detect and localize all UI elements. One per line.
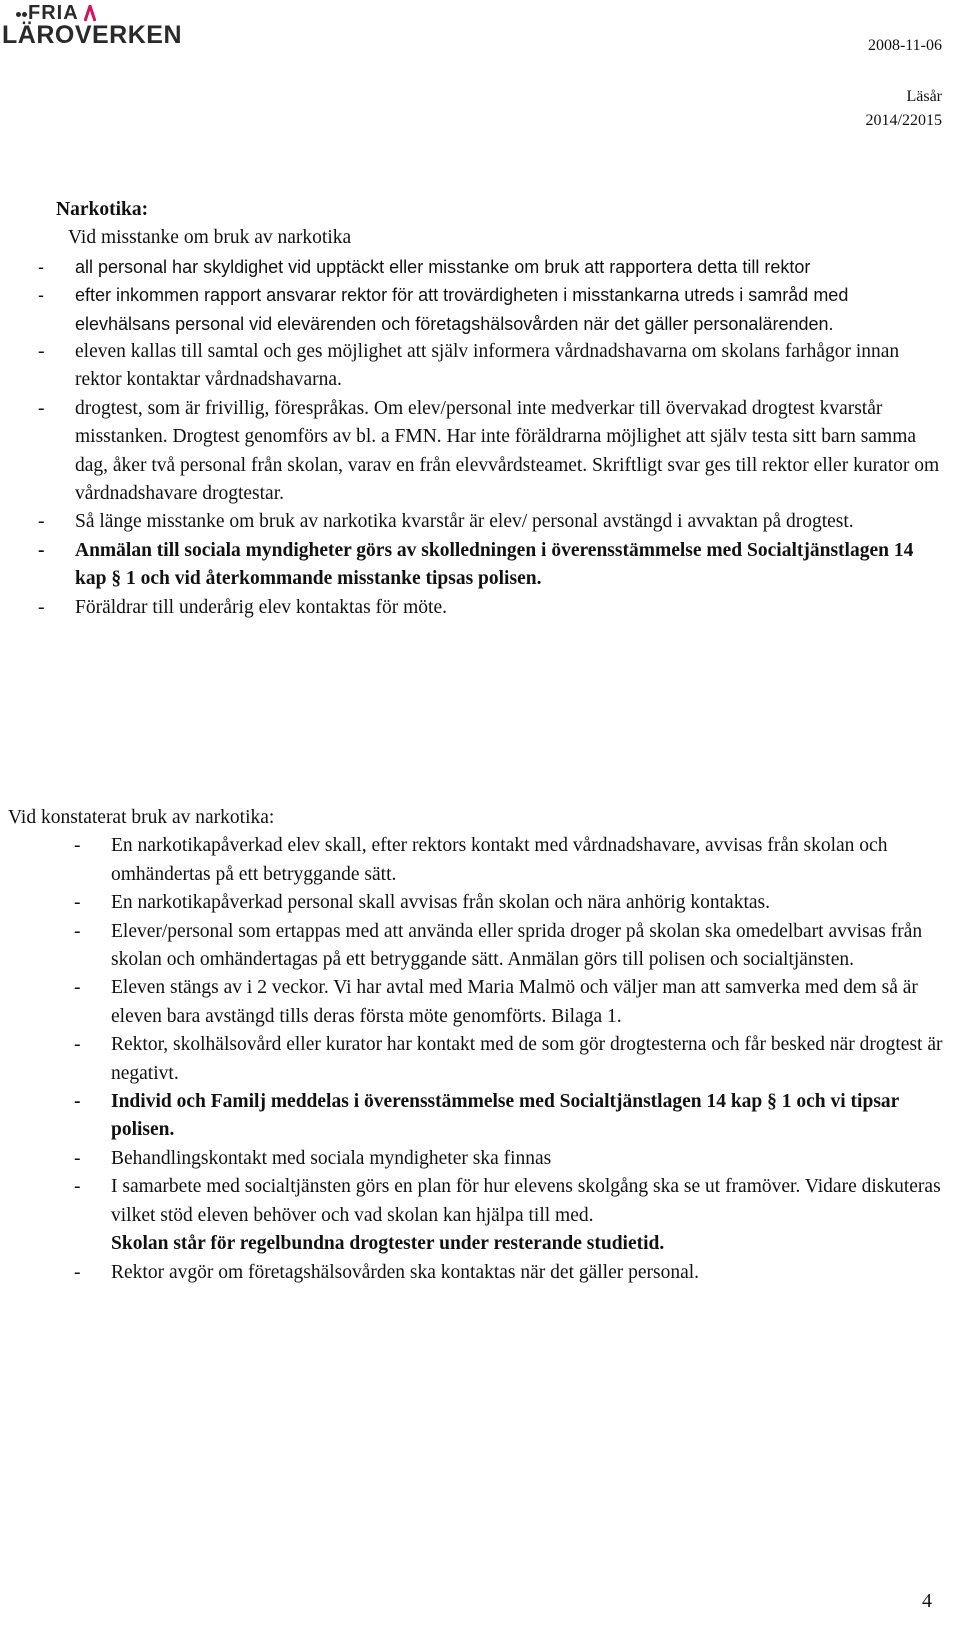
list-dash: - — [74, 1261, 81, 1283]
list-item — [74, 974, 948, 1031]
list-dash: - — [38, 596, 45, 618]
list-item-text: En narkotikapåverkad personal skall avvisas från skolan och nära anhörig kontaktas. — [111, 892, 770, 914]
list-item-text: Anmälan till sociala myndigheter görs av skolledningen i överensstämmelse med Socialtjänstlagen 14 kap § 1 och vid återkommande misstanke tipsas polisen. — [75, 539, 914, 590]
section-intro: Vid konstaterat bruk av narkotika: — [8, 807, 275, 828]
list-dash: - — [38, 397, 45, 419]
list-item-text: Rektor avgör om företagshälsovården ska kontaktas när det gäller personal. — [111, 1261, 700, 1283]
list-item-text: efter inkommen rapport ansvarar rektor för att trovärdigheten i misstankarna utreds i samråd med elevhälsans personal vid elevärenden och företagshälsovården när det gäller personalärenden. — [75, 285, 849, 334]
list-item — [74, 1088, 948, 1145]
list-item — [74, 1230, 948, 1258]
list-dash: - — [38, 539, 45, 561]
logo-text-top: FRIA — [28, 2, 79, 24]
section-suspicion — [38, 196, 948, 622]
list-dash: - — [74, 1034, 81, 1056]
list-item-text: all personal har skyldighet vid upptäckt eller misstanke om bruk att rapportera detta till rektor — [75, 256, 811, 277]
list-item — [38, 395, 948, 509]
list-item-text: Elever/personal som ertappas med att använda eller sprida droger på skolan ska omedelbart avvisas från skolan och omhändertagas på ett betryggande sätt. Anmälan görs till polisen och socialtjänsten. — [111, 920, 923, 971]
list-item — [74, 1145, 948, 1173]
list-item-text: Eleven stängs av i 2 veckor. Vi har avtal med Maria Malmö och väljer man att samverka med dem så är eleven bara avstängd tills deras första möte genomförts. Bilaga 1. — [111, 977, 918, 1027]
page-number: 4 — [922, 1590, 932, 1612]
school-year: 2014/22015 — [865, 112, 942, 129]
list-item — [74, 889, 948, 917]
list-dash: - — [74, 1147, 81, 1169]
logo-accent-mark — [84, 5, 96, 22]
list-item — [38, 508, 948, 536]
list-item-text: drogtest, som är frivillig, förespråkas. Om elev/personal inte medverkar till övervakad drogtest kvarstår misstanken. Drogtest genomförs av bl. a FMN. Har inte föräldrarna möjlighet att själv testa sitt barn samma dag, åker två personal från skolan, varav en från elevvårdsteamet. Skriftligt svar ges till rektor eller kurator om vårdnadshavare drogtestar. — [75, 397, 940, 505]
list-item — [38, 281, 948, 338]
list-item — [38, 594, 948, 622]
section-title: Narkotika: — [56, 199, 149, 220]
list-dash: - — [74, 835, 81, 857]
list-item — [38, 537, 948, 594]
list-item — [74, 1031, 948, 1088]
list-item — [74, 1259, 948, 1287]
fria-laroverken-logo — [2, 2, 192, 52]
list-dash: - — [38, 256, 44, 277]
list-dash: - — [38, 341, 45, 363]
list-item — [74, 918, 948, 975]
list-item-text: Rektor, skolhälsovård eller kurator har kontakt med de som gör drogtesterna och får besked när drogtest är negativt. — [111, 1034, 943, 1084]
list-item-text: Behandlingskontakt med sociala myndigheter ska finnas — [111, 1147, 552, 1169]
list-dash: - — [38, 511, 45, 533]
list-item — [38, 338, 948, 395]
list-item-text: En narkotikapåverkad elev skall, efter rektors kontakt med vårdnadshavare, avvisas från skolan och omhändertas på ett betryggande sätt. — [111, 835, 888, 885]
list-item-text: I samarbete med socialtjänsten görs en plan för hur elevens skolgång ska se ut framöver. Vidare diskuteras vilket stöd eleven behöver och vad skolan kan hjälpa till med. — [111, 1176, 941, 1226]
list-dash: - — [74, 977, 81, 999]
list-item-text: Så länge misstanke om bruk av narkotika kvarstår är elev/ personal avstängd i avvaktan på drogtest. — [75, 511, 854, 533]
logo-umlaut-dots — [22, 12, 27, 17]
list-item — [38, 253, 948, 281]
list-dash: - — [74, 1091, 81, 1113]
list-item — [74, 1173, 948, 1230]
logo-text-bottom: LÄROVERKEN — [2, 21, 183, 49]
list-item-text: Föräldrar till underårig elev kontaktas för möte. — [75, 596, 448, 618]
list-dash: - — [74, 892, 81, 914]
list-dash: - — [74, 1176, 81, 1198]
confirmed-use-list — [74, 832, 948, 1287]
section-confirmed-use — [8, 804, 948, 1287]
list-dash: - — [74, 920, 81, 942]
list-item-text: Skolan står för regelbundna drogtester under resterande studietid. — [111, 1233, 665, 1255]
section-subtitle: Vid misstanke om bruk av narkotika — [68, 227, 352, 249]
list-dash: - — [38, 285, 44, 306]
document-date: 2008-11-06 — [867, 37, 942, 54]
list-item — [74, 832, 948, 889]
list-item-text: eleven kallas till samtal och ges möjlighet att själv informera vårdnadshavarna om skolans farhågor innan rektor kontaktar vårdnadshavarna. — [75, 341, 900, 391]
school-year-label: Läsår — [906, 88, 942, 105]
list-item-text: Individ och Familj meddelas i överensstämmelse med Socialtjänstlagen 14 kap § 1 och vi tipsar polisen. — [111, 1091, 899, 1141]
